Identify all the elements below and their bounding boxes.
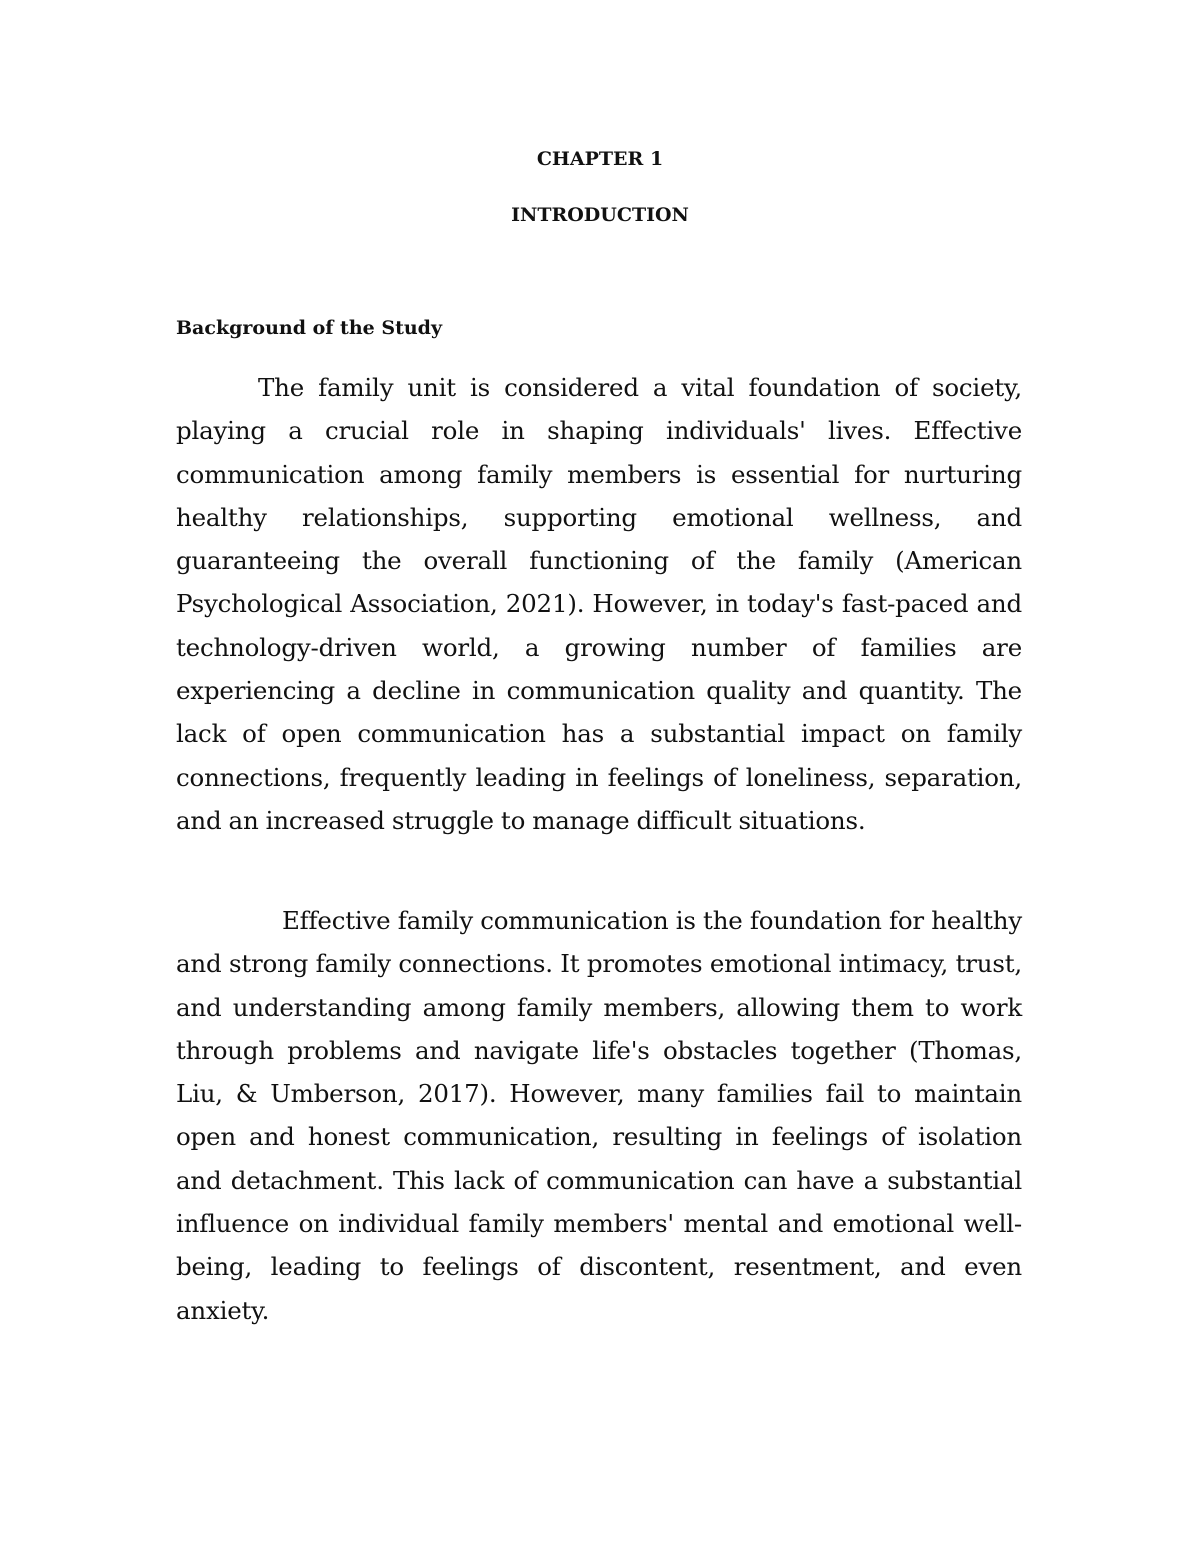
section-heading: Background of the Study bbox=[176, 317, 442, 339]
body-paragraph-1: The family unit is considered a vital foundation of society, playing a crucial role in shaping individuals' lives. Effective communication among family members is essential for nurturing healthy relationships, supporting emotional wellness, and guaranteeing the overall functioning of the family (American Psychological Association, 2021). However, in today's fast-paced and technology-driven world, a growing number of families are experiencing a decline in communication quality and quantity. The lack of open communication has a substantial impact on family connections, frequently leading in feelings of loneliness, separation, and an increased struggle to manage difficult situations. bbox=[176, 373, 1022, 835]
body-paragraph-2: Effective family communication is the foundation for healthy and strong family connections. It promotes emotional intimacy, trust, and understanding among family members, allowing them to work through problems and navigate life's obstacles together (Thomas, Liu, & Umberson, 2017). However, many families fail to maintain open and honest communication, resulting in feelings of isolation and detachment. This lack of communication can have a substantial influence on individual family members' mental and emotional well-being, leading to feelings of discontent, resentment, and even anxiety. bbox=[176, 906, 1022, 1325]
chapter-title: INTRODUCTION bbox=[511, 204, 689, 226]
chapter-label: CHAPTER 1 bbox=[536, 148, 664, 170]
